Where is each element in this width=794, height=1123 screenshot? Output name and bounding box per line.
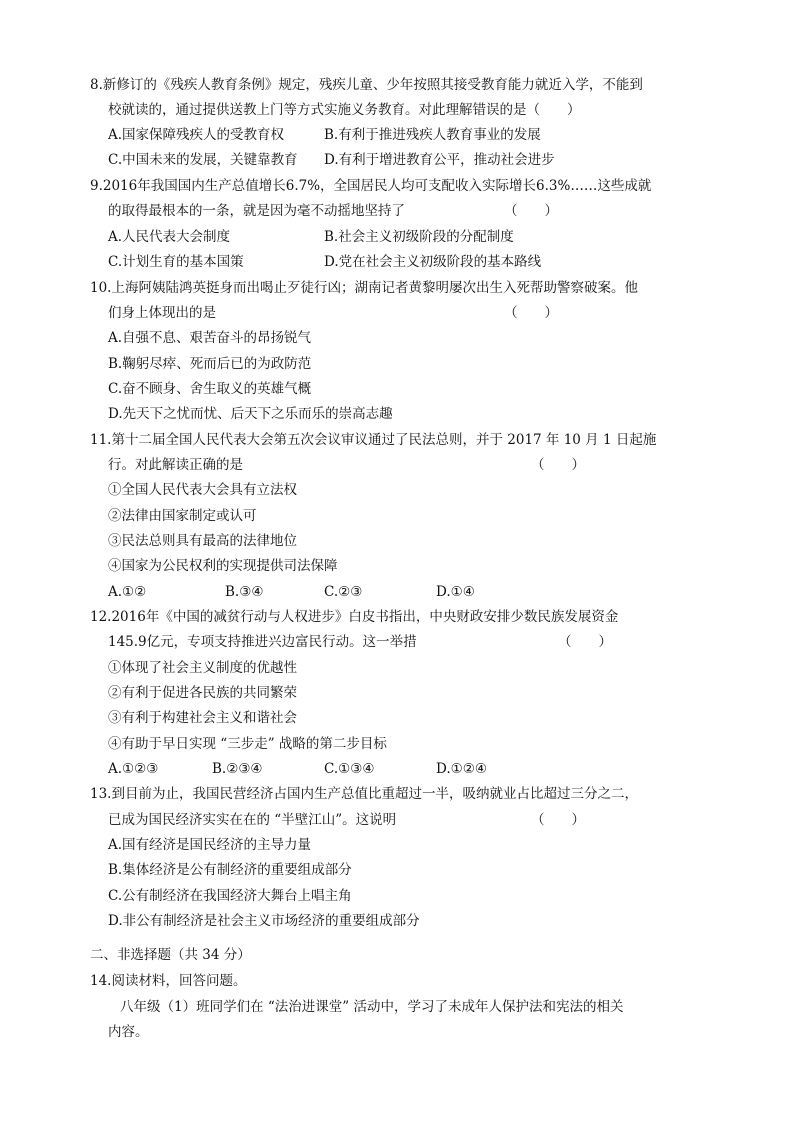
q12-option-a: A.①②③ <box>108 761 159 777</box>
q10-option-d: D.先天下之忧而忧、后天下之乐而乐的崇高志趣 <box>108 406 393 422</box>
q9-option-b: B.社会主义初级阶段的分配制度 <box>324 229 514 245</box>
q11-statement-1: ①全国人民代表大会具有立法权 <box>108 482 297 498</box>
q13-answer-bracket: （ ） <box>531 812 585 828</box>
q9-option-d: D.党在社会主义初级阶段的基本路线 <box>324 254 542 270</box>
q11-statement-3: ③民法总则具有最高的法律地位 <box>108 533 297 549</box>
q8-option-c: C.中国未来的发展，关键靠教育 <box>108 152 298 168</box>
q9-option-c: C.计划生育的基本国策 <box>108 254 244 270</box>
q11-stem-line1: 11.第十二届全国人民代表大会第五次会议审议通过了民法总则，并于 2017 年 10 月 1 日起施 <box>90 432 657 448</box>
q11-option-d: D.①④ <box>436 584 475 600</box>
q13-stem-line2: 已成为国民经济实实在在的 “半壁江山”。这说明 <box>108 812 397 828</box>
q12-stem-line1: 12.2016年《中国的减贫行动与人权进步》白皮书指出，中央财政安排少数民族发展资金 <box>90 609 619 625</box>
q8-option-b: B.有利于推进残疾人教育事业的发展 <box>324 127 541 143</box>
q13-option-c: C.公有制经济在我国经济大舞台上唱主角 <box>108 888 352 904</box>
q12-statement-4: ④有助于早日实现 “三步走” 战略的第二步目标 <box>108 736 387 752</box>
q14-stem: 14.阅读材料，回答问题。 <box>90 973 247 989</box>
q12-statement-1: ①体现了社会主义制度的优越性 <box>108 660 297 676</box>
q12-option-c: C.①③④ <box>324 761 375 777</box>
q10-option-b: B.鞠躬尽瘁、死而后已的为政防范 <box>108 356 312 372</box>
q9-answer-bracket: （ ） <box>504 203 558 219</box>
q13-option-b: B.集体经济是公有制经济的重要组成部分 <box>108 862 352 878</box>
q11-option-c: C.②③ <box>324 584 363 600</box>
q8-option-d: D.有利于增进教育公平，推动社会进步 <box>324 152 555 168</box>
q9-option-a: A.人民代表大会制度 <box>108 229 231 245</box>
q10-option-a: A.自强不息、艰苦奋斗的昂扬锐气 <box>108 330 312 346</box>
q11-option-b: B.③④ <box>225 584 264 600</box>
q12-stem-line2: 145.9亿元，专项支持推进兴边富民行动。这一举措 <box>108 634 417 650</box>
q12-statement-2: ②有利于促进各民族的共同繁荣 <box>108 685 297 701</box>
q13-option-d: D.非公有制经济是社会主义市场经济的重要组成部分 <box>108 913 420 929</box>
q12-answer-bracket: （ ） <box>558 634 612 650</box>
q11-statement-2: ②法律由国家制定或认可 <box>108 508 257 524</box>
q11-stem-line2: 行。对此解读正确的是 <box>108 457 243 473</box>
q11-statement-4: ④国家为公民权利的实现提供司法保障 <box>108 558 338 574</box>
q9-stem-line2: 的取得最根本的一条，就是因为毫不动摇地坚持了 <box>108 203 405 219</box>
q13-option-a: A.国有经济是国民经济的主导力量 <box>108 837 312 853</box>
q14-material-line1: 八年级（1）班同学们在 “法治进课堂” 活动中，学习了未成年人保护法和宪法的相关 <box>120 999 624 1015</box>
q10-stem-line1: 10.上海阿姨陆鸿英挺身而出喝止歹徒行凶；湖南记者黄黎明屡次出生入死帮助警察破案。他 <box>90 280 638 296</box>
q12-option-b: B.②③④ <box>212 761 263 777</box>
q12-statement-3: ③有利于构建社会主义和谐社会 <box>108 710 297 726</box>
q8-stem-line1: 8.新修订的《残疾人教育条例》规定，残疾儿童、少年按照其接受教育能力就近入学，不能到 <box>90 77 643 93</box>
q11-option-a: A.①② <box>108 584 147 600</box>
q10-option-c: C.奋不顾身、舍生取义的英雄气概 <box>108 381 312 397</box>
q11-answer-bracket: （ ） <box>531 457 585 473</box>
section-heading: 二、非选择题（共 34 分） <box>90 947 251 963</box>
q8-stem-line2: 校就读的，通过提供送教上门等方式实施义务教育。对此理解错误的是（ ） <box>108 102 581 118</box>
q9-stem-line1: 9.2016年我国国内生产总值增长6.7%，全国居民人均可支配收入实际增长6.3%……这些成就 <box>90 178 652 194</box>
q12-option-d: D.①②④ <box>436 761 487 777</box>
q10-answer-bracket: （ ） <box>504 305 558 321</box>
q10-stem-line2: 们身上体现出的是 <box>108 305 216 321</box>
q14-material-line2: 内容。 <box>108 1024 149 1040</box>
q13-stem-line1: 13.到目前为止，我国民营经济占国内生产总值比重超过一半，吸纳就业占比超过三分之二， <box>90 786 638 802</box>
q8-option-a: A.国家保障残疾人的受教育权 <box>108 127 285 143</box>
